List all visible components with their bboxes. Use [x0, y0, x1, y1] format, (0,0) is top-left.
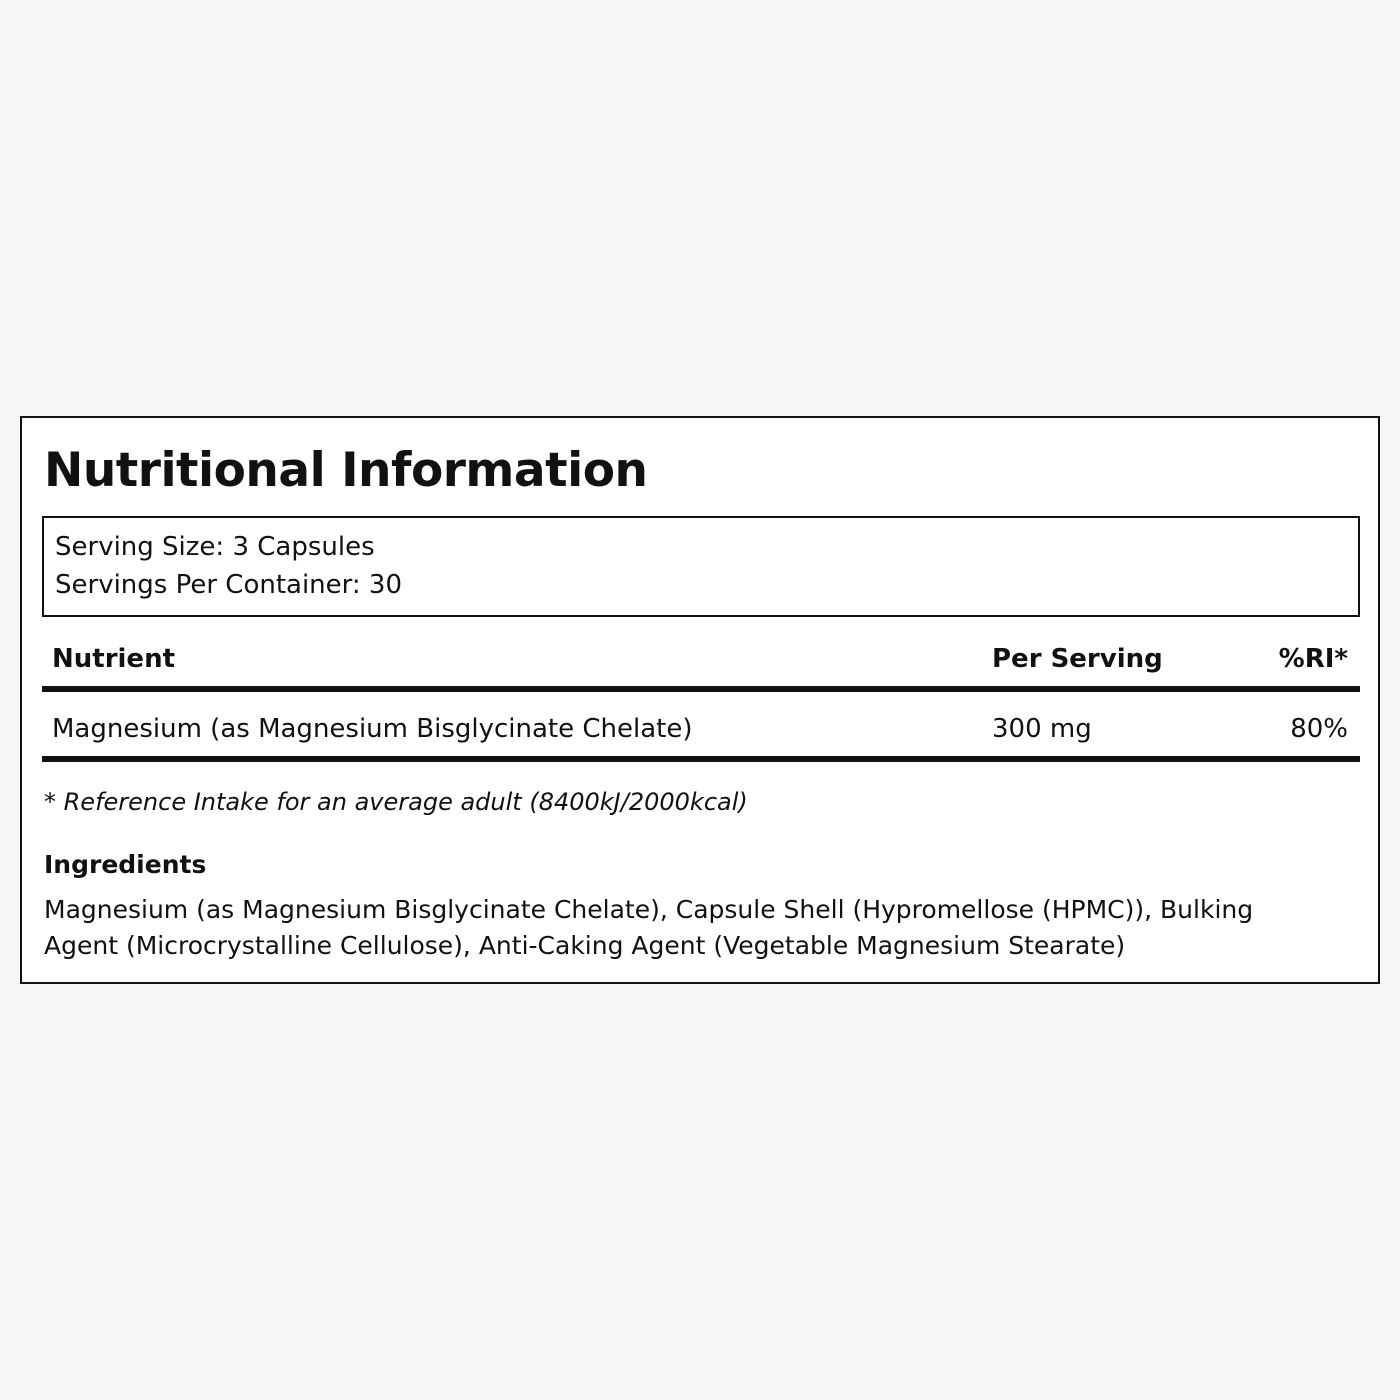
ingredients-text: Magnesium (as Magnesium Bisglycinate Chelate), Capsule Shell (Hypromellose (HPMC)), Bulking Agent (Microcrystalline Cellulose), Anti-Caking Agent (Vegetable Magnesium Stearate) [44, 895, 1254, 960]
table-bottom-divider [42, 756, 1360, 762]
reference-intake-footnote: * Reference Intake for an average adult (8400kJ/2000kcal) [44, 788, 748, 816]
table-header-divider [42, 686, 1360, 692]
ingredients-heading: Ingredients [44, 850, 207, 879]
servings-per-container: Servings Per Container: 30 [55, 570, 403, 600]
table-cell-ri: 80% [1290, 714, 1348, 744]
serving-size: Serving Size: 3 Capsules [55, 532, 375, 562]
column-header-nutrient: Nutrient [52, 644, 176, 674]
column-header-ri: %RI* [1278, 644, 1348, 674]
table-cell-nutrient: Magnesium (as Magnesium Bisglycinate Chelate) [52, 714, 693, 744]
column-header-per-serving: Per Serving [992, 644, 1163, 674]
serving-info-box [42, 516, 1360, 617]
nutrition-label-panel [20, 416, 1380, 984]
label-title: Nutritional Information [44, 443, 648, 498]
table-cell-per-serving: 300 mg [992, 714, 1092, 744]
